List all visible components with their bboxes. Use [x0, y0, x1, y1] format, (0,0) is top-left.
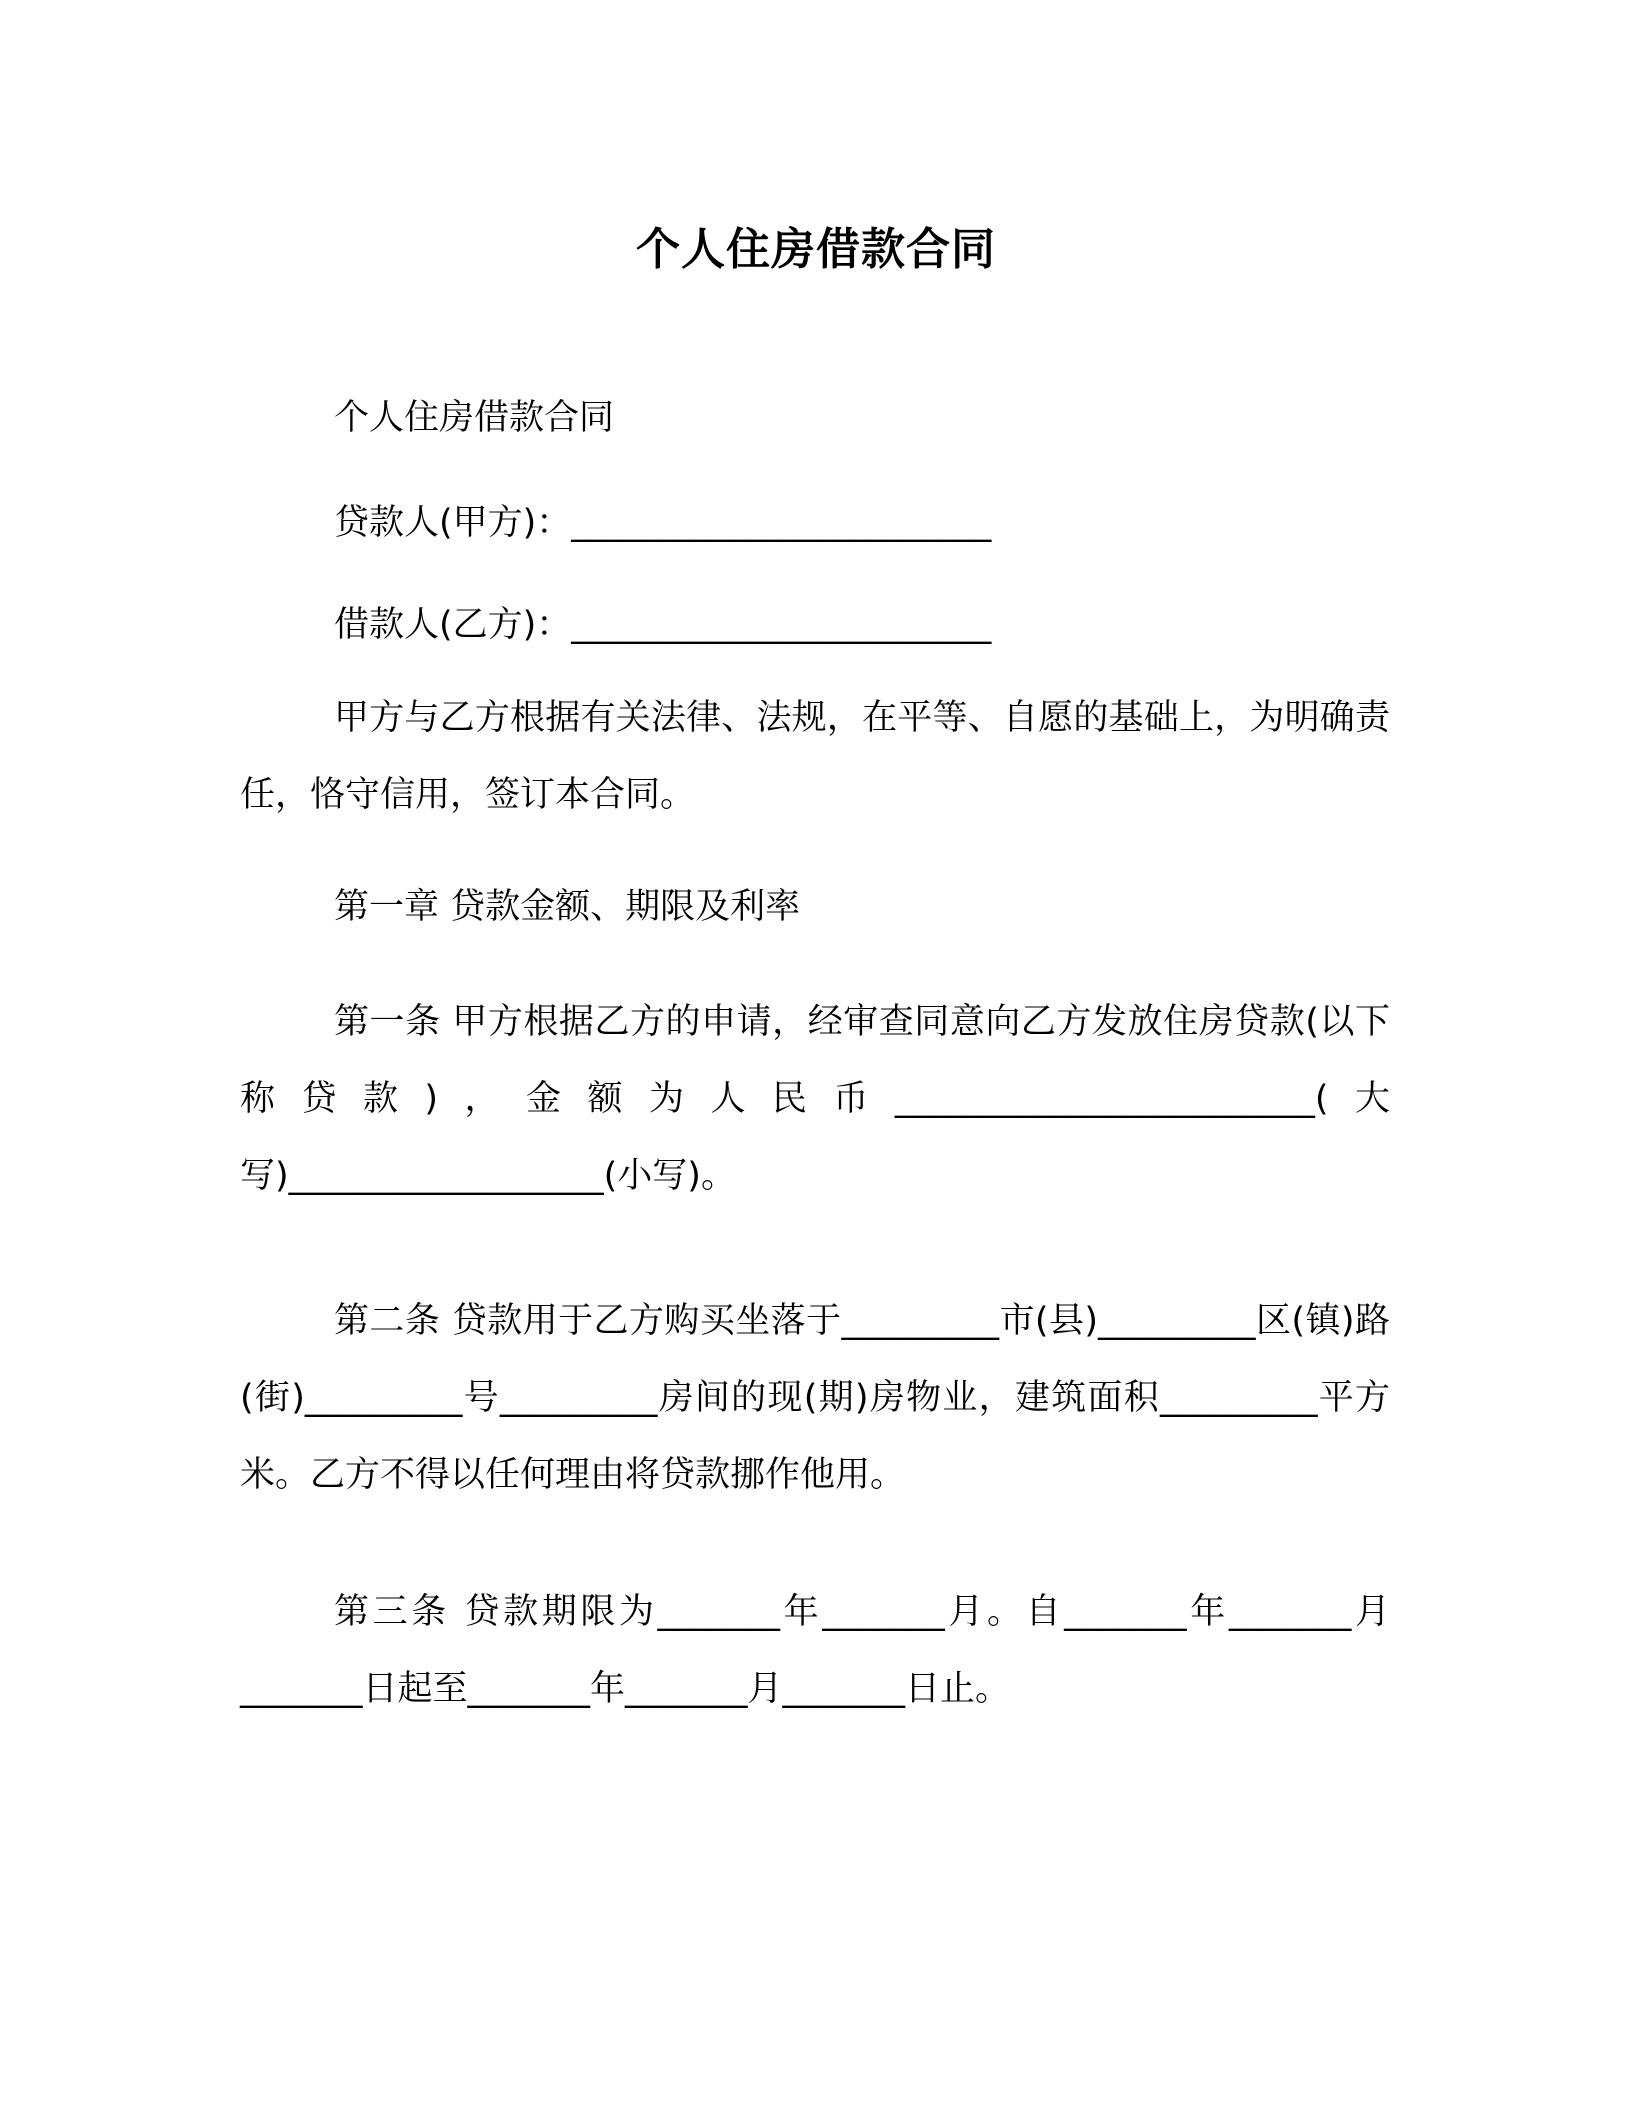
paragraph-article-two: 第二条 贷款用于乙方购买坐落于_________市(县)_________区(镇)路(街)_________号_________房间的现(期)房物业，建筑面积_________平方米。乙方不得以任何理由将贷款挪作他用。 — [240, 1301, 1390, 1495]
paragraph-borrower: 借款人(乙方)：________________________ — [334, 605, 992, 645]
paragraph-preamble: 甲方与乙方根据有关法律、法规，在平等、自愿的基础上，为明确责任，恪守信用，签订本合同。 — [240, 698, 1390, 815]
paragraph-chapter-one: 第一章 贷款金额、期限及利率 — [334, 887, 801, 927]
paragraph-heading: 个人住房借款合同 — [334, 398, 615, 438]
document-title: 个人住房借款合同 — [636, 224, 996, 275]
paragraph-article-three: 第三条 贷款期限为_______年_______月。自_______年_______月_______日起至_______年_______月_______日止。 — [240, 1592, 1390, 1709]
paragraph-article-one: 第一条 甲方根据乙方的申请，经审查同意向乙方发放住房贷款(以下称贷款)，金额为人民币________________________(大写)__________________(小写)。 — [240, 1002, 1390, 1196]
document-body — [240, 393, 1390, 1728]
paragraph-lender: 贷款人(甲方)：________________________ — [334, 503, 992, 543]
